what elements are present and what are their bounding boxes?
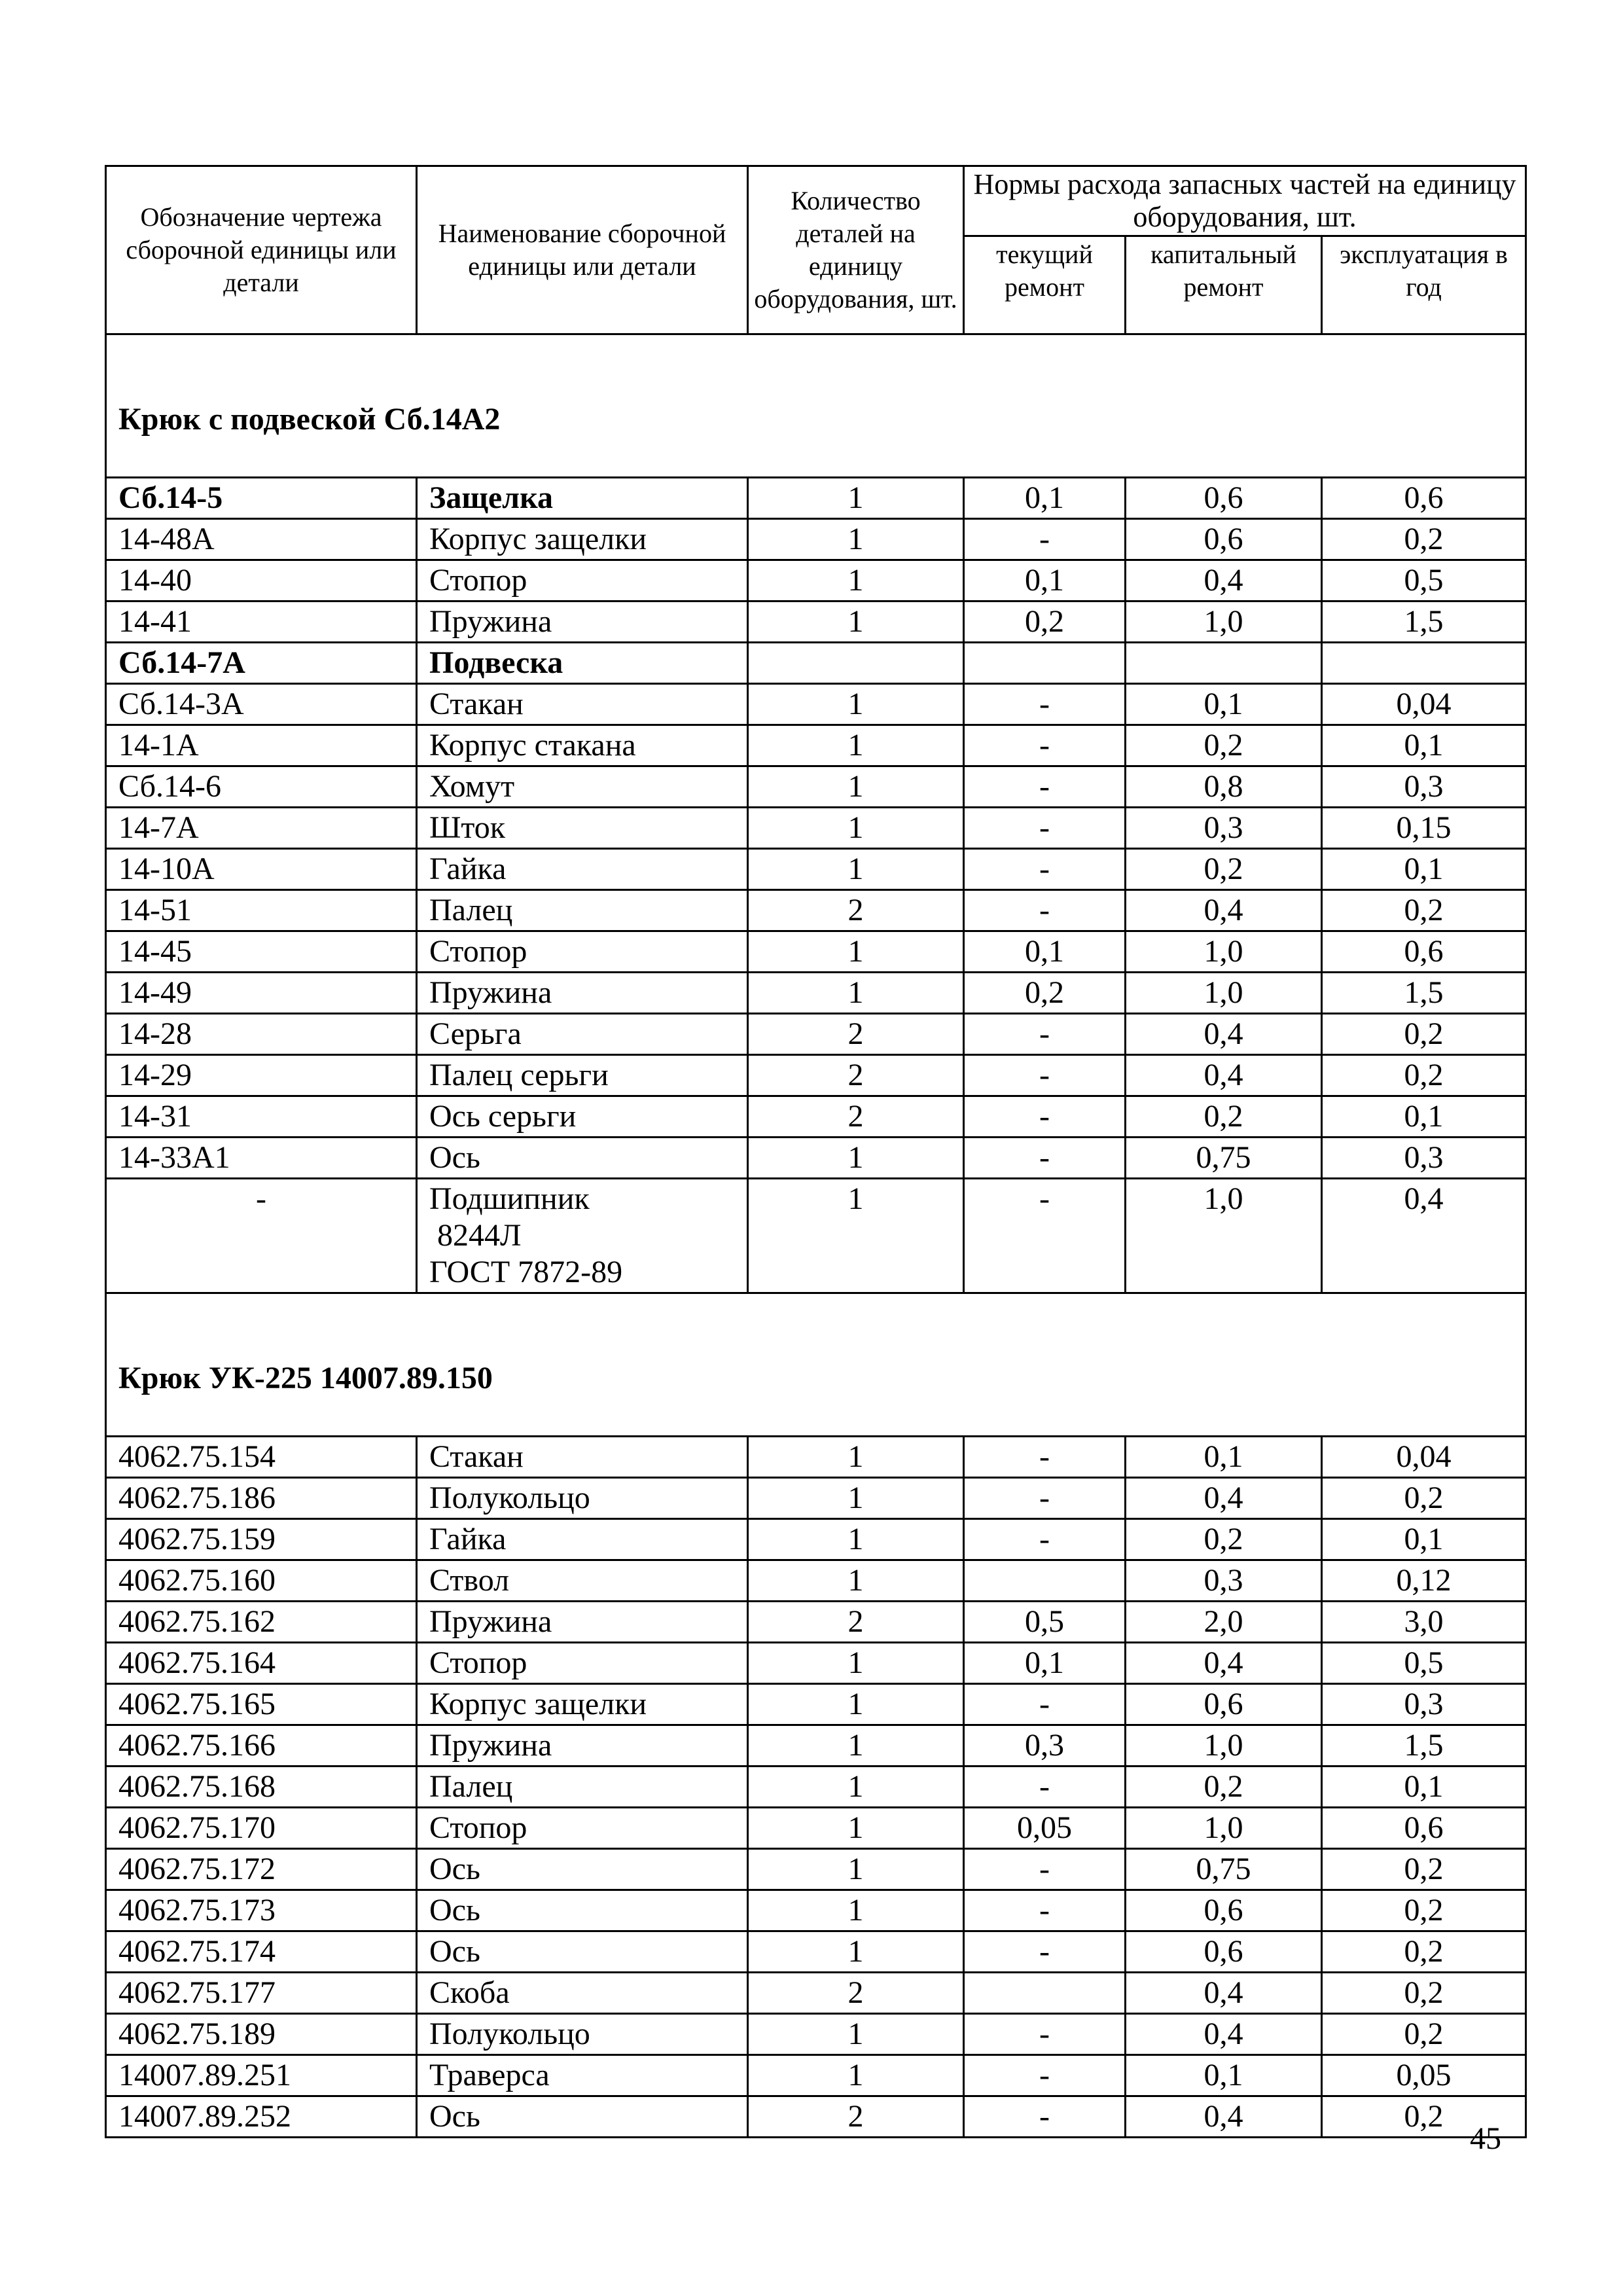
table-row [106,1767,1526,1808]
table-row [106,1055,1526,1096]
part-code: 4062.75.172 [106,1849,417,1890]
part-code: 4062.75.162 [106,1602,417,1643]
part-name: Гайка [417,1519,748,1560]
part-code: 4062.75.166 [106,1725,417,1767]
norm-current-repair: 0,05 [964,1808,1126,1849]
norm-current-repair: - [964,1931,1126,1973]
bearing-annual: 0,4 [1322,1179,1526,1293]
bearing-name [417,1179,748,1293]
part-quantity: 1 [748,1890,964,1931]
part-quantity: 1 [748,1437,964,1478]
norm-capital-repair [1126,643,1322,684]
part-name: Стакан [417,1437,748,1478]
norm-capital-repair: 0,1 [1126,684,1322,725]
norm-annual-operation: 0,12 [1322,1560,1526,1602]
part-name: Хомут [417,766,748,808]
part-code: 14-40 [106,560,417,601]
part-name: Защелка [417,478,748,519]
norm-annual-operation: 0,5 [1322,1643,1526,1684]
norm-current-repair: - [964,1096,1126,1138]
page-number: 45 [1470,2121,1501,2156]
part-quantity: 1 [748,1519,964,1560]
table-row [106,1643,1526,1684]
norm-annual-operation: 0,1 [1322,1096,1526,1138]
norm-current-repair: - [964,1055,1126,1096]
part-name: Стопор [417,1643,748,1684]
norm-current-repair: - [964,1890,1126,1931]
norm-annual-operation: 0,05 [1322,2055,1526,2096]
norm-capital-repair: 0,4 [1126,2014,1322,2055]
part-quantity: 1 [748,973,964,1014]
norm-annual-operation: 1,5 [1322,1725,1526,1767]
table-row [106,1725,1526,1767]
norm-annual-operation: 0,6 [1322,1808,1526,1849]
table-row [106,478,1526,519]
norm-annual-operation: 0,6 [1322,478,1526,519]
norm-current-repair: - [964,2055,1126,2096]
table-row [106,2096,1526,2138]
norm-current-repair: - [964,2014,1126,2055]
norm-annual-operation: 0,15 [1322,808,1526,849]
norm-annual-operation: 0,2 [1322,1849,1526,1890]
part-name: Стопор [417,1808,748,1849]
part-name: Корпус защелки [417,1684,748,1725]
table-row [106,643,1526,684]
part-quantity: 2 [748,1014,964,1055]
part-name: Палец серьги [417,1055,748,1096]
norm-current-repair: 0,2 [964,601,1126,643]
table-row [106,1808,1526,1849]
header-assembly-name: Наименование сборочной единицы или детали [417,166,748,334]
norm-annual-operation: 0,2 [1322,1055,1526,1096]
norm-capital-repair: 0,3 [1126,1560,1322,1602]
part-name: Корпус стакана [417,725,748,766]
table-row [106,1014,1526,1055]
table-row [106,2014,1526,2055]
part-code: 14-48А [106,519,417,560]
table-row [106,973,1526,1014]
norm-current-repair: - [964,1849,1126,1890]
norm-capital-repair: 0,4 [1126,1478,1322,1519]
norm-annual-operation: 0,2 [1322,1931,1526,1973]
part-name: Траверса [417,2055,748,2096]
bearing-name-line: ГОСТ 7872-89 [429,1255,623,1289]
norm-annual-operation: 0,1 [1322,1767,1526,1808]
table-row [106,684,1526,725]
part-name: Пружина [417,1602,748,1643]
norm-annual-operation: 0,2 [1322,890,1526,931]
part-code: 4062.75.168 [106,1767,417,1808]
part-quantity: 2 [748,1602,964,1643]
norm-current-repair: - [964,1684,1126,1725]
part-quantity: 1 [748,1684,964,1725]
norm-current-repair [964,643,1126,684]
bearing-name-line: 8244Л [437,1218,522,1253]
norm-annual-operation: 0,6 [1322,931,1526,973]
part-quantity: 1 [748,808,964,849]
norm-annual-operation: 0,2 [1322,2096,1526,2138]
norm-capital-repair: 1,0 [1126,973,1322,1014]
norm-current-repair [964,1560,1126,1602]
section-2-body [106,1293,1526,2138]
part-name: Корпус защелки [417,519,748,560]
part-quantity: 1 [748,1931,964,1973]
part-name: Ось [417,1138,748,1179]
header-drawing-code: Обозначение чертежа сборочной единицы или детали [106,166,417,334]
part-quantity: 1 [748,931,964,973]
part-code: 14-41 [106,601,417,643]
norm-annual-operation: 0,2 [1322,1890,1526,1931]
table-row [106,1138,1526,1179]
norm-current-repair: - [964,684,1126,725]
table-row [106,1519,1526,1560]
part-quantity: 1 [748,725,964,766]
table-row [106,2055,1526,2096]
bearing-row-body [106,1179,1526,1293]
table-row [106,1560,1526,1602]
norm-annual-operation: 0,1 [1322,725,1526,766]
norm-capital-repair: 0,3 [1126,808,1322,849]
norm-capital-repair: 0,6 [1126,1931,1322,1973]
table-row [106,725,1526,766]
norm-annual-operation: 0,2 [1322,1014,1526,1055]
part-code: 14-49 [106,973,417,1014]
norm-capital-repair: 0,2 [1126,1767,1322,1808]
norm-annual-operation: 0,3 [1322,1684,1526,1725]
norm-current-repair: 0,1 [964,560,1126,601]
table-row [106,890,1526,931]
part-quantity: 1 [748,684,964,725]
part-name: Скоба [417,1973,748,2014]
norm-capital-repair: 0,75 [1126,1138,1322,1179]
table-row [106,931,1526,973]
header-quantity: Количество деталей на единицу оборудования, шт. [748,166,964,334]
part-code: 4062.75.186 [106,1478,417,1519]
part-name: Пружина [417,1725,748,1767]
bearing-current: - [964,1179,1126,1293]
part-quantity: 1 [748,519,964,560]
part-code: 4062.75.165 [106,1684,417,1725]
norm-capital-repair: 0,2 [1126,725,1322,766]
part-code: 4062.75.160 [106,1560,417,1602]
norm-current-repair: - [964,1138,1126,1179]
table-row [106,1096,1526,1138]
norm-annual-operation: 1,5 [1322,973,1526,1014]
part-quantity: 1 [748,1849,964,1890]
table-row [106,1684,1526,1725]
part-name: Ось серьги [417,1096,748,1138]
norm-capital-repair: 0,4 [1126,1055,1322,1096]
part-name: Подвеска [417,643,748,684]
norm-capital-repair: 0,4 [1126,560,1322,601]
table-row [106,1602,1526,1643]
part-code: 4062.75.174 [106,1931,417,1973]
norm-annual-operation: 0,04 [1322,684,1526,725]
norm-annual-operation: 0,3 [1322,1138,1526,1179]
part-name: Палец [417,890,748,931]
part-code: Сб.14-3А [106,684,417,725]
part-quantity: 2 [748,2096,964,2138]
norm-current-repair: - [964,1014,1126,1055]
part-quantity: 1 [748,478,964,519]
part-name: Пружина [417,601,748,643]
norm-annual-operation: 0,1 [1322,849,1526,890]
part-quantity: 1 [748,601,964,643]
part-name: Палец [417,1767,748,1808]
part-code: 14-29 [106,1055,417,1096]
part-quantity: 1 [748,2014,964,2055]
section-title: Крюк УК-225 14007.89.150 [106,1293,1526,1437]
part-code: 14007.89.252 [106,2096,417,2138]
bearing-code: - [106,1179,417,1293]
part-code: 14007.89.251 [106,2055,417,2096]
norm-capital-repair: 0,4 [1126,890,1322,931]
norm-current-repair: - [964,1437,1126,1478]
norm-capital-repair: 0,6 [1126,1890,1322,1931]
header-norms-group: Нормы расхода запасных частей на единицу оборудования, шт. [964,166,1526,236]
norm-current-repair: 0,1 [964,931,1126,973]
norm-current-repair: 0,5 [964,1602,1126,1643]
header-capital-repair: капитальный ремонт [1126,236,1322,334]
part-quantity: 2 [748,1055,964,1096]
part-name: Ось [417,1849,748,1890]
norm-capital-repair: 0,1 [1126,1437,1322,1478]
norm-annual-operation: 0,5 [1322,560,1526,601]
part-name: Стопор [417,931,748,973]
norm-current-repair: - [964,519,1126,560]
part-code: 14-45 [106,931,417,973]
part-code: Сб.14-6 [106,766,417,808]
part-code: 14-1А [106,725,417,766]
norm-current-repair: - [964,2096,1126,2138]
part-code: Сб.14-5 [106,478,417,519]
norm-annual-operation: 3,0 [1322,1602,1526,1643]
part-quantity: 1 [748,766,964,808]
norm-capital-repair: 0,4 [1126,1973,1322,2014]
part-quantity: 1 [748,1138,964,1179]
section-1-body [106,334,1526,1179]
table-row [106,808,1526,849]
norm-capital-repair: 0,8 [1126,766,1322,808]
part-quantity: 2 [748,1096,964,1138]
part-code: Сб.14-7А [106,643,417,684]
part-quantity: 1 [748,2055,964,2096]
table-row [106,1849,1526,1890]
part-name: Ось [417,1931,748,1973]
table-row [106,560,1526,601]
part-code: 4062.75.154 [106,1437,417,1478]
table-row [106,601,1526,643]
section-title: Крюк с подвеской Сб.14А2 [106,334,1526,478]
header-current-repair: текущий ремонт [964,236,1126,334]
norm-capital-repair: 0,1 [1126,2055,1322,2096]
part-name: Пружина [417,973,748,1014]
table-row [106,1890,1526,1931]
part-quantity: 1 [748,1725,964,1767]
part-code: 14-51 [106,890,417,931]
part-quantity: 2 [748,890,964,931]
part-name: Стакан [417,684,748,725]
norm-annual-operation: 0,04 [1322,1437,1526,1478]
norm-current-repair: - [964,1767,1126,1808]
norm-annual-operation: 0,1 [1322,1519,1526,1560]
part-code: 4062.75.189 [106,2014,417,2055]
part-quantity: 2 [748,1973,964,2014]
part-name: Серьга [417,1014,748,1055]
norm-capital-repair: 0,75 [1126,1849,1322,1890]
norm-current-repair: - [964,766,1126,808]
table-row [106,1973,1526,2014]
norm-annual-operation: 0,3 [1322,766,1526,808]
norm-capital-repair: 1,0 [1126,1725,1322,1767]
norm-capital-repair: 1,0 [1126,931,1322,973]
part-code: 14-33А1 [106,1138,417,1179]
part-code: 4062.75.159 [106,1519,417,1560]
norm-capital-repair: 0,2 [1126,849,1322,890]
table-row [106,766,1526,808]
norm-current-repair: - [964,849,1126,890]
norm-current-repair: 0,1 [964,478,1126,519]
norm-capital-repair: 0,4 [1126,2096,1322,2138]
part-name: Шток [417,808,748,849]
norm-annual-operation: 0,2 [1322,1973,1526,2014]
norm-annual-operation [1322,643,1526,684]
part-name: Ось [417,1890,748,1931]
part-code: 4062.75.173 [106,1890,417,1931]
norm-current-repair: - [964,808,1126,849]
norm-capital-repair: 0,6 [1126,519,1322,560]
header-annual-operation: эксплуатация в год [1322,236,1526,334]
table-row [106,1437,1526,1478]
part-name: Полукольцо [417,2014,748,2055]
table-row [106,1478,1526,1519]
norm-current-repair: - [964,725,1126,766]
part-quantity: 1 [748,1808,964,1849]
part-quantity: 1 [748,1560,964,1602]
norm-capital-repair: 0,4 [1126,1643,1322,1684]
part-code: 4062.75.164 [106,1643,417,1684]
bearing-capital: 1,0 [1126,1179,1322,1293]
table-row [106,849,1526,890]
part-quantity: 1 [748,1478,964,1519]
bearing-qty: 1 [748,1179,964,1293]
norm-annual-operation: 0,2 [1322,519,1526,560]
norm-current-repair: - [964,1519,1126,1560]
norm-capital-repair: 2,0 [1126,1602,1322,1643]
norm-current-repair: - [964,890,1126,931]
part-quantity: 1 [748,1643,964,1684]
part-code: 14-28 [106,1014,417,1055]
norm-capital-repair: 0,6 [1126,1684,1322,1725]
table-row [106,1931,1526,1973]
part-quantity: 1 [748,849,964,890]
norm-current-repair: 0,1 [964,1643,1126,1684]
norm-current-repair [964,1973,1126,2014]
norm-annual-operation: 0,2 [1322,2014,1526,2055]
norm-capital-repair: 0,6 [1126,478,1322,519]
part-name: Ось [417,2096,748,2138]
part-code: 4062.75.177 [106,1973,417,2014]
part-code: 14-10А [106,849,417,890]
part-name: Стопор [417,560,748,601]
bearing-name-line: Подшипник [429,1181,590,1216]
part-quantity [748,643,964,684]
norm-annual-operation: 1,5 [1322,601,1526,643]
norm-capital-repair: 0,4 [1126,1014,1322,1055]
norm-capital-repair: 1,0 [1126,601,1322,643]
norm-current-repair: 0,3 [964,1725,1126,1767]
part-code: 14-31 [106,1096,417,1138]
part-name: Полукольцо [417,1478,748,1519]
spare-parts-table [105,165,1527,2138]
norm-annual-operation: 0,2 [1322,1478,1526,1519]
norm-capital-repair: 1,0 [1126,1808,1322,1849]
part-quantity: 1 [748,560,964,601]
norm-capital-repair: 0,2 [1126,1519,1322,1560]
norm-current-repair: 0,2 [964,973,1126,1014]
part-quantity: 1 [748,1767,964,1808]
part-code: 14-7А [106,808,417,849]
part-name: Ствол [417,1560,748,1602]
table-row [106,519,1526,560]
norm-capital-repair: 0,2 [1126,1096,1322,1138]
norm-current-repair: - [964,1478,1126,1519]
part-code: 4062.75.170 [106,1808,417,1849]
part-name: Гайка [417,849,748,890]
